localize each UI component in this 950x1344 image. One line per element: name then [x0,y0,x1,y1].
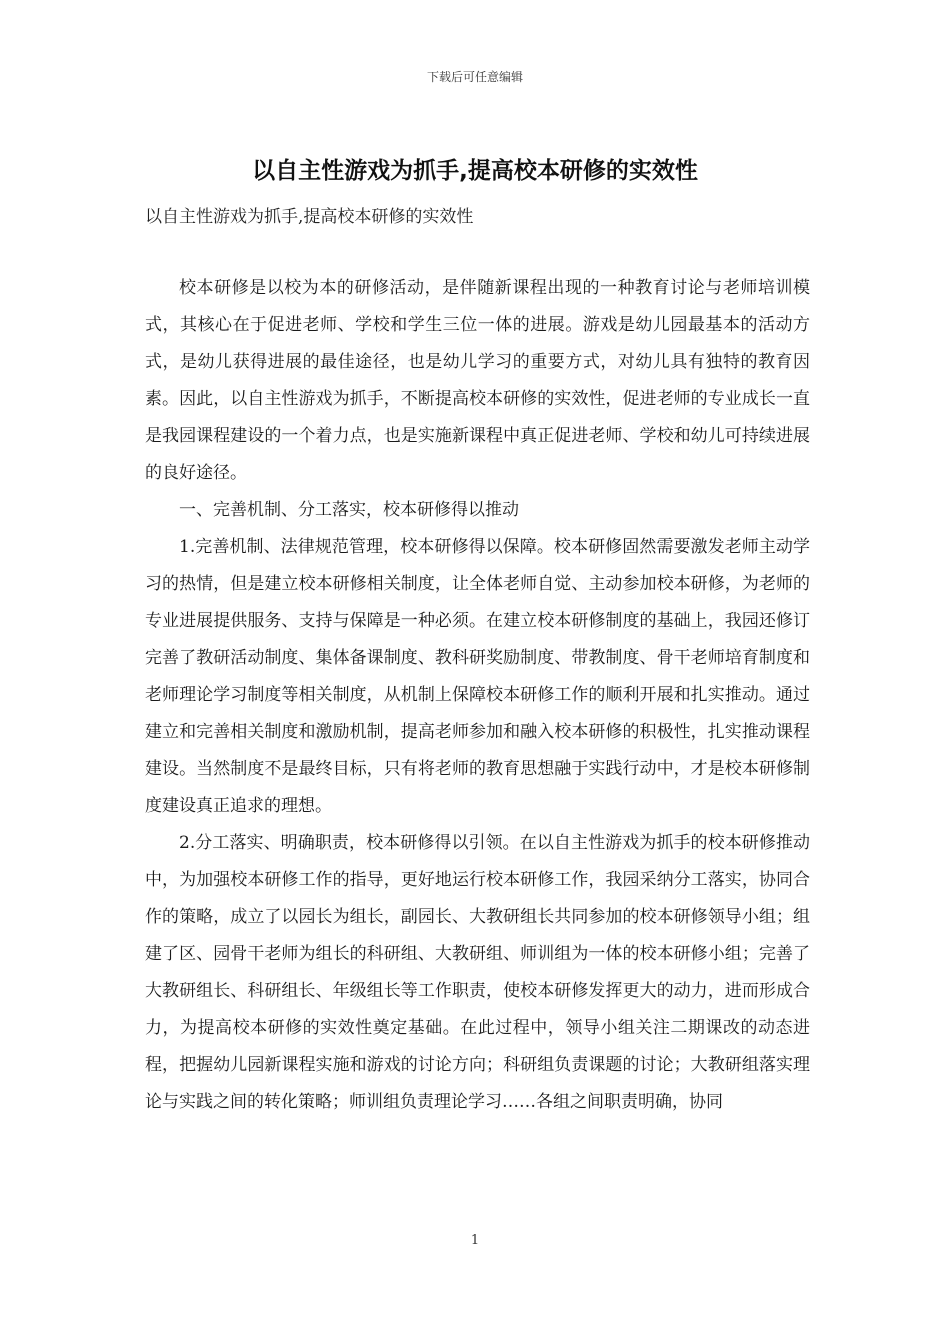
page-header-note: 下载后可任意编辑 [426,70,523,84]
paragraph-1-1: 1.完善机制、法律规范管理，校本研修得以保障。校本研修固然需要激发老师主动学习的热情，但是建立校本研修相关制度，让全体老师自觉、主动参加校本研修，为老师的专业进展提供服务、支持与保障是一种必须。在建立校本研修制度的基础上，我园还修订完善了教研活动制度、集体备课制度、教科研奖励制度、带教制度、骨干老师培育制度和老师理论学习制度等相关制度，从机制上保障校本研修工作的顺利开展和扎实推动。通过建立和完善相关制度和激励机制，提高老师参加和融入校本研修的积极性，扎实推动课程建设。当然制度不是最终目标，只有将老师的教育思想融于实践行动中，才是校本研修制度建设真正追求的理想。 [145,537,810,816]
paragraph-1-2: 2.分工落实、明确职责，校本研修得以引领。在以自主性游戏为抓手的校本研修推动中，为加强校本研修工作的指导，更好地运行校本研修工作，我园采纳分工落实，协同合作的策略，成立了以园长为组长，副园长、大教研组长共同参加的校本研修领导小组；组建了区、园骨干老师为组长的科研组、大教研组、师训组为一体的校本研修小组；完善了大教研组长、科研组长、年级组长等工作职责，使校本研修发挥更大的动力，进而形成合力，为提高校本研修的实效性奠定基础。在此过程中，领导小组关注二期课改的动态进程，把握幼儿园新课程实施和游戏的讨论方向；科研组负责课题的讨论；大教研组落实理论与实践之间的转化策略；师训组负责理论学习……各组之间职责明确，协同 [145,833,810,1112]
page-number: 1 [470,1233,480,1248]
section-heading-1: 一、完善机制、分工落实，校本研修得以推动 [179,500,519,520]
document-body [145,270,810,1121]
document-subtitle: 以自主性游戏为抓手,提高校本研修的实效性 [145,207,474,227]
document-title: 以自主性游戏为抓手,提高校本研修的实效性 [252,158,698,184]
paragraph-intro: 校本研修是以校为本的研修活动，是伴随新课程出现的一种教育讨论与老师培训模式，其核心在于促进老师、学校和学生三位一体的进展。游戏是幼儿园最基本的活动方式，是幼儿获得进展的最佳途径，也是幼儿学习的重要方式，对幼儿具有独特的教育因素。因此，以自主性游戏为抓手，不断提高校本研修的实效性，促进老师的专业成长一直是我园课程建设的一个着力点，也是实施新课程中真正促进老师、学校和幼儿可持续进展的良好途径。 [145,278,810,483]
